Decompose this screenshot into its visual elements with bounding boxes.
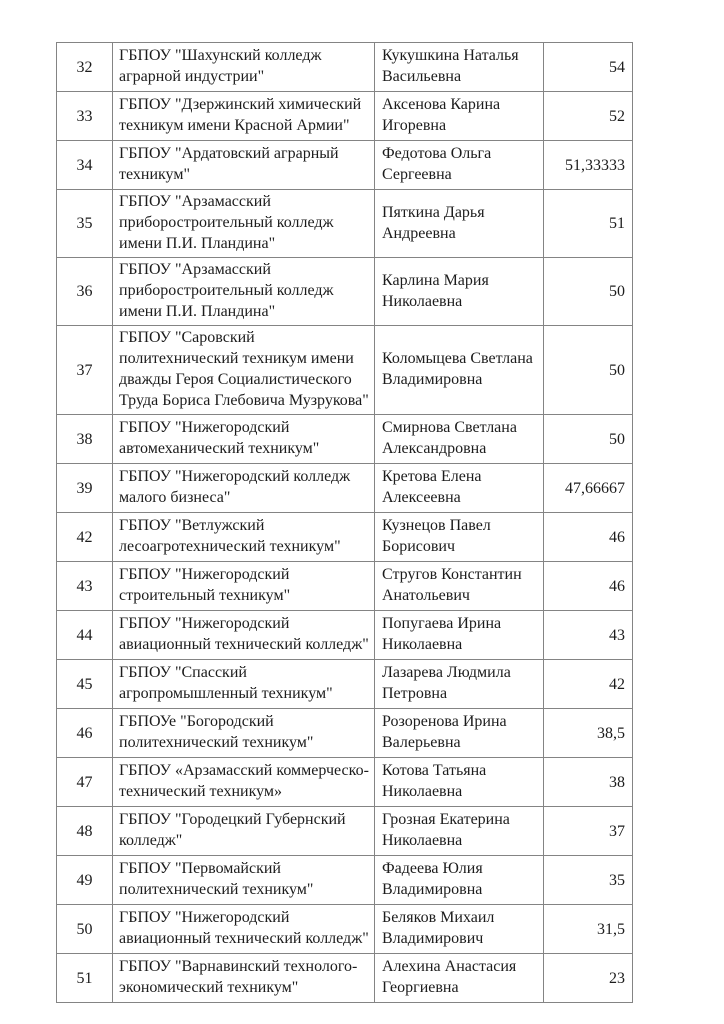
institution-cell: ГБПОУ "Нижегородский строительный техникум" — [113, 562, 375, 611]
row-number-cell: 49 — [57, 856, 113, 905]
institution-cell: ГБПОУ "Варнавинский технолого-экономический техникум" — [113, 954, 375, 1003]
score-cell: 50 — [544, 258, 633, 326]
person-cell: Беляков Михаил Владимирович — [375, 905, 544, 954]
score-cell: 54 — [544, 43, 633, 92]
person-cell: Коломыцева Светлана Владимировна — [375, 326, 544, 415]
person-cell: Пяткина Дарья Андреевна — [375, 190, 544, 258]
institution-cell: ГБПОУ "Ардатовский аграрный техникум" — [113, 141, 375, 190]
table-row — [57, 758, 633, 807]
score-cell: 23 — [544, 954, 633, 1003]
table-row — [57, 43, 633, 92]
row-number-cell: 33 — [57, 92, 113, 141]
table-row — [57, 190, 633, 258]
row-number-cell: 36 — [57, 258, 113, 326]
person-cell: Стругов Константин Анатольевич — [375, 562, 544, 611]
institution-cell: ГБПОУ "Нижегородский колледж малого бизнеса" — [113, 464, 375, 513]
person-cell: Смирнова Светлана Александровна — [375, 415, 544, 464]
score-cell: 50 — [544, 326, 633, 415]
score-cell: 43 — [544, 611, 633, 660]
person-cell: Кукушкина Наталья Васильевна — [375, 43, 544, 92]
row-number-cell: 48 — [57, 807, 113, 856]
table-row — [57, 92, 633, 141]
row-number-cell: 44 — [57, 611, 113, 660]
table-row — [57, 562, 633, 611]
score-cell: 51 — [544, 190, 633, 258]
table-row — [57, 513, 633, 562]
person-cell: Розоренова Ирина Валерьевна — [375, 709, 544, 758]
person-cell: Грозная Екатерина Николаевна — [375, 807, 544, 856]
results-table — [56, 42, 633, 1003]
table-row — [57, 709, 633, 758]
person-cell: Лазарева Людмила Петровна — [375, 660, 544, 709]
row-number-cell: 43 — [57, 562, 113, 611]
row-number-cell: 45 — [57, 660, 113, 709]
score-cell: 31,5 — [544, 905, 633, 954]
institution-cell: ГБПОУ "Арзамасский приборостроительный колледж имени П.И. Пландина" — [113, 258, 375, 326]
table-row — [57, 856, 633, 905]
institution-cell: ГБПОУ "Дзержинский химический техникум имени Красной Армии" — [113, 92, 375, 141]
row-number-cell: 38 — [57, 415, 113, 464]
institution-cell: ГБПОУ "Саровский политехнический техникум имени дважды Героя Социалистического Труда Бориса Глебовича Музрукова" — [113, 326, 375, 415]
table-row — [57, 464, 633, 513]
person-cell: Кузнецов Павел Борисович — [375, 513, 544, 562]
person-cell: Федотова Ольга Сергеевна — [375, 141, 544, 190]
row-number-cell: 46 — [57, 709, 113, 758]
table-row — [57, 141, 633, 190]
score-cell: 42 — [544, 660, 633, 709]
row-number-cell: 35 — [57, 190, 113, 258]
score-cell: 51,33333 — [544, 141, 633, 190]
institution-cell: ГБПОУ "Нижегородский автомеханический техникум" — [113, 415, 375, 464]
row-number-cell: 32 — [57, 43, 113, 92]
table-row — [57, 905, 633, 954]
score-cell: 37 — [544, 807, 633, 856]
institution-cell: ГБПОУ "Первомайский политехнический техникум" — [113, 856, 375, 905]
person-cell: Алехина Анастасия Георгиевна — [375, 954, 544, 1003]
score-cell: 50 — [544, 415, 633, 464]
person-cell: Карлина Мария Николаевна — [375, 258, 544, 326]
person-cell: Фадеева Юлия Владимировна — [375, 856, 544, 905]
institution-cell: ГБПОУ "Нижегородский авиационный технический колледж" — [113, 611, 375, 660]
row-number-cell: 50 — [57, 905, 113, 954]
person-cell: Аксенова Карина Игоревна — [375, 92, 544, 141]
person-cell: Кретова Елена Алексеевна — [375, 464, 544, 513]
table-row — [57, 611, 633, 660]
row-number-cell: 47 — [57, 758, 113, 807]
row-number-cell: 37 — [57, 326, 113, 415]
score-cell: 46 — [544, 562, 633, 611]
results-table-body — [57, 43, 633, 1003]
institution-cell: ГБПОУ «Арзамасский коммерческо-технический техникум» — [113, 758, 375, 807]
table-row — [57, 415, 633, 464]
table-row — [57, 954, 633, 1003]
institution-cell: ГБПОУ "Шахунский колледж аграрной индустрии" — [113, 43, 375, 92]
institution-cell: ГБПОУ "Городецкий Губернский колледж" — [113, 807, 375, 856]
institution-cell: ГБПОУ "Арзамасский приборостроительный колледж имени П.И. Пландина" — [113, 190, 375, 258]
row-number-cell: 34 — [57, 141, 113, 190]
person-cell: Попугаева Ирина Николаевна — [375, 611, 544, 660]
institution-cell: ГБПОУ "Ветлужский лесоагротехнический техникум" — [113, 513, 375, 562]
institution-cell: ГБПОУе "Богородский политехнический техникум" — [113, 709, 375, 758]
row-number-cell: 42 — [57, 513, 113, 562]
person-cell: Котова Татьяна Николаевна — [375, 758, 544, 807]
institution-cell: ГБПОУ "Спасский агропромышленный техникум" — [113, 660, 375, 709]
row-number-cell: 51 — [57, 954, 113, 1003]
row-number-cell: 39 — [57, 464, 113, 513]
table-row — [57, 660, 633, 709]
score-cell: 35 — [544, 856, 633, 905]
score-cell: 47,66667 — [544, 464, 633, 513]
institution-cell: ГБПОУ "Нижегородский авиационный технический колледж" — [113, 905, 375, 954]
table-row — [57, 258, 633, 326]
table-row — [57, 326, 633, 415]
score-cell: 46 — [544, 513, 633, 562]
score-cell: 52 — [544, 92, 633, 141]
table-row — [57, 807, 633, 856]
score-cell: 38,5 — [544, 709, 633, 758]
score-cell: 38 — [544, 758, 633, 807]
